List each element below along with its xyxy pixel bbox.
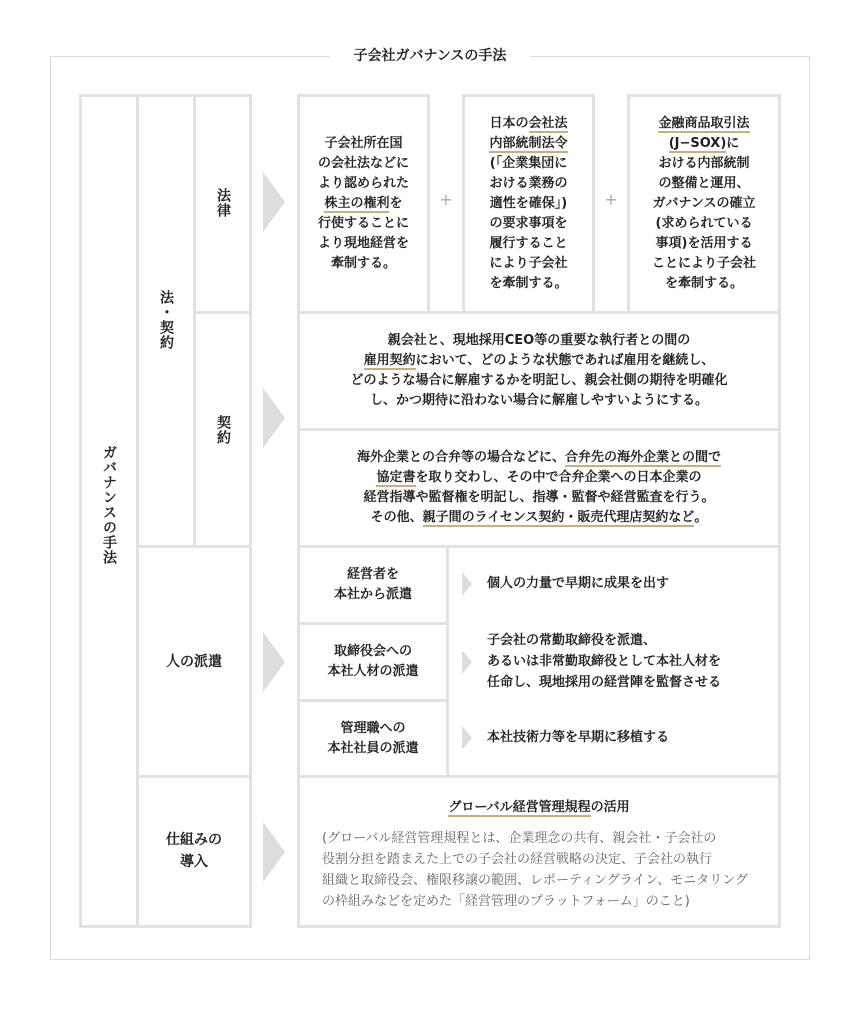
dispatch-row-executive-desc: 個人の力量で早期に成果を出す xyxy=(487,576,670,591)
arrow-law-icon xyxy=(263,172,285,232)
dispatch-row-board-desc: 子会社の常勤取締役を派遣、 あるいは非常勤取締役として本社人材を 任命し、現地採用の経営陣を監督させる xyxy=(487,633,722,690)
arrow-contract-icon xyxy=(263,388,285,448)
dispatch-row-board-label: 取締役会への 本社人材の派遣 xyxy=(327,644,419,679)
category-legal-contract-label: 法・契約 xyxy=(158,290,174,350)
category-dispatch-label: 人の派遣 xyxy=(166,654,222,670)
dispatch-row-executive-label: 経営者を 本社から派遣 xyxy=(333,567,412,602)
chevron-right-icon xyxy=(462,726,472,750)
mechanism-note: (グローバル経営管理規程とは、企業理念の共有、親会社・子会社の 役割分担を踏まえた上での子会社の経営戦略の決定、子会社の執行 組織と取締役会、権限移譲の範囲、レポーティングライン、モニタリング の枠組みなどを定めた「経営管理のプラットフォーム」のこと) xyxy=(322,831,749,909)
mechanism-heading: グローバル経営管理規程の活用 xyxy=(448,800,630,815)
root-label: ガバナンスの手法 xyxy=(101,445,117,565)
subcategory-law-label: 法律 xyxy=(215,188,231,218)
plus-icon: + xyxy=(604,190,618,209)
contract-box-joint-venture-text: 海外企業との合弁等の場合などに、合弁先の海外企業との間で 協定書を取り交わし、その中で合弁企業への日本企業の 経営指導や監督権を明記し、指導・監督や経営監査を行う。 その他、親子間のライセンス契約・販売代理店契約など。 xyxy=(356,450,722,525)
law-box-internal-control-text: 日本の会社法 内部統制法令 (「企業集団に おける業務の 適性を確保」) の要求事項を 履行すること により子会社 を牽制する。 xyxy=(489,116,568,291)
category-mechanism-label: 仕組みの 導入 xyxy=(166,832,222,870)
chevron-right-icon xyxy=(462,650,472,674)
dispatch-row-manager-desc: 本社技術力等を早期に移植する xyxy=(487,730,670,745)
dispatch-row-manager-label: 管理職への 本社社員の派遣 xyxy=(327,720,419,756)
arrow-dispatch-icon xyxy=(263,632,285,692)
diagram-title: 子会社ガバナンスの手法 xyxy=(330,45,530,67)
chevron-right-icon xyxy=(462,572,472,596)
law-box-jsox-text: 金融商品取引法 (J−SOX)に おける内部統制 の整備と運用、 ガバナンスの確立 (求められている 事項)を活用する ことにより子会社 を牽制する。 xyxy=(651,116,756,291)
plus-icon: + xyxy=(439,190,453,209)
contract-box-employment-text: 親会社と、現地採用CEO等の重要な執行者との間の 雇用契約において、どのような状態であれば雇用を継続し、 どのような場合に解雇するかを明記し、親会社側の期待を明確化 し、かつ期待に沿わない場合に解雇しやすいようにする。 xyxy=(350,333,728,408)
arrow-mechanism-icon xyxy=(263,822,285,882)
subcategory-contract-label: 契約 xyxy=(215,415,231,445)
law-box-company-law-text: 子会社所在国 の会社法などに より認められた 株主の権利を 行使することに より現地経営を 牽制する。 xyxy=(317,136,409,271)
